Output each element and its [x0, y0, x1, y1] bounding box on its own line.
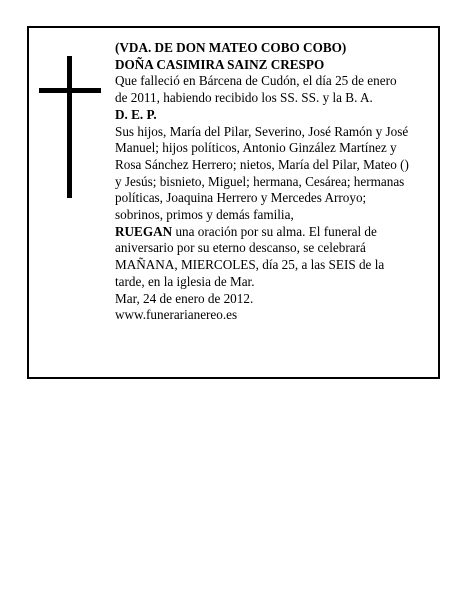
- service-line: tarde, en la iglesia de Mar.: [115, 273, 255, 289]
- family-line: y Jesús; bisnieto, Miguel; hermana, Cesárea; hermanas: [115, 173, 405, 189]
- date-line: Mar, 24 de enero de 2012.: [115, 290, 254, 306]
- family-line: Manuel; hijos políticos, Antonio Ginzález Martínez y: [115, 140, 397, 156]
- obituary-notice: [27, 26, 440, 379]
- ruegan-word: RUEGAN: [115, 223, 173, 239]
- death-line: de 2011, habiendo recibido los SS. SS. y la B. A.: [115, 90, 373, 106]
- cross-vertical-bar: [67, 56, 72, 198]
- dep-line: D. E. P.: [115, 106, 157, 122]
- family-line: Sus hijos, María del Pilar, Severino, José Ramón y José: [115, 123, 409, 139]
- cross-icon: [39, 56, 101, 198]
- death-line: Que falleció en Bárcena de Cudón, el día 25 de enero: [115, 73, 397, 89]
- website-link: www.funerarianereo.es: [115, 307, 238, 323]
- family-line: Rosa Sánchez Herrero; nietos, María del Pilar, Mateo (): [115, 156, 409, 172]
- ruegan-line: [115, 224, 433, 241]
- cross-horizontal-bar: [39, 88, 101, 93]
- ruegan-rest: una oración por su alma. El funeral de: [172, 223, 377, 239]
- family-line: sobrinos, primos y demás familia,: [115, 207, 294, 223]
- service-line: aniversario por su eterno descanso, se celebrará: [115, 240, 366, 256]
- notice-text: [115, 40, 433, 324]
- family-line: políticas, Joaquina Herrero y Mercedes Arroyo;: [115, 190, 367, 206]
- widow-line: (VDA. DE DON MATEO COBO COBO): [115, 40, 347, 55]
- service-line: MAÑANA, MIERCOLES, día 25, a las SEIS de la: [115, 257, 385, 273]
- deceased-name: DOÑA CASIMIRA SAINZ CRESPO: [115, 56, 325, 72]
